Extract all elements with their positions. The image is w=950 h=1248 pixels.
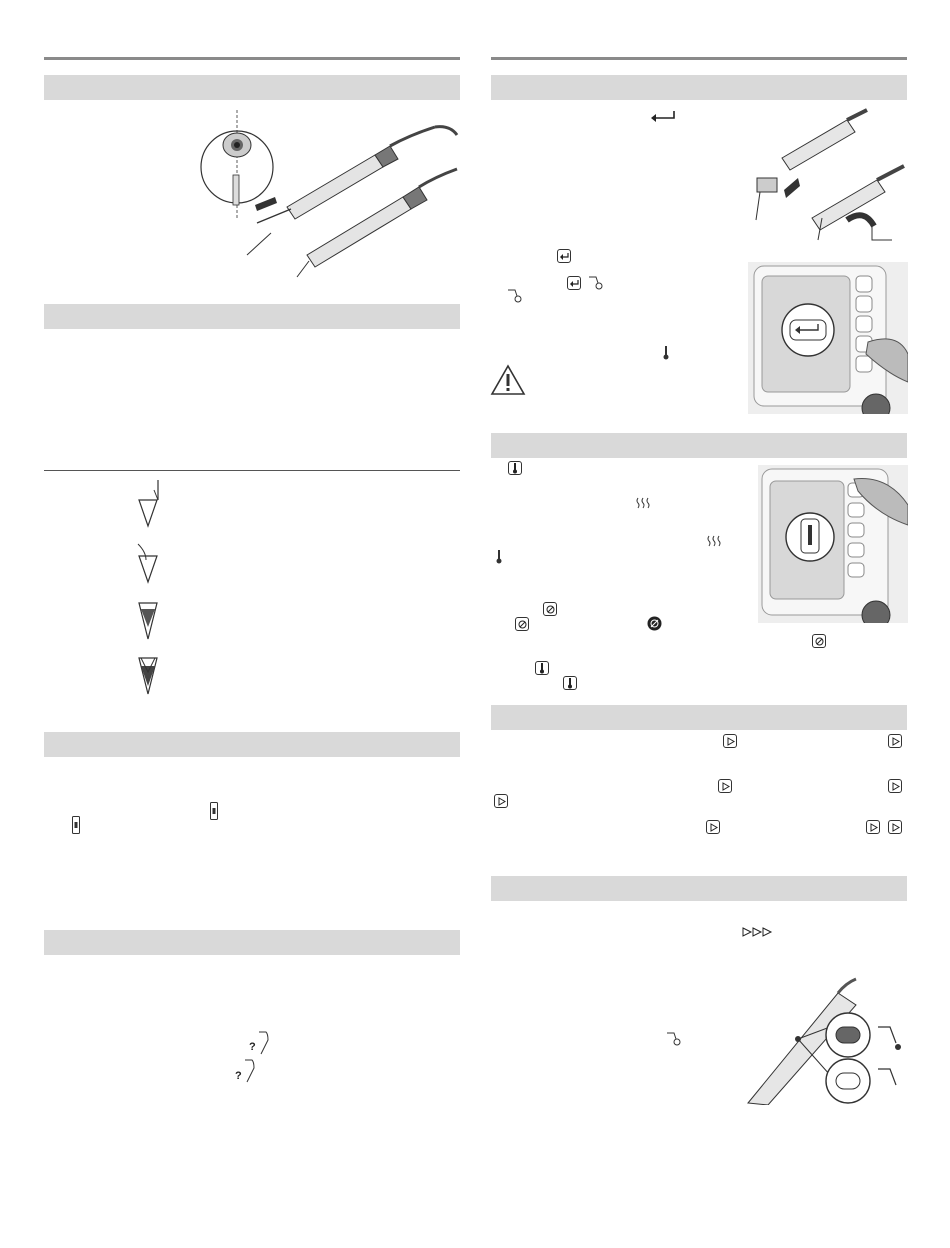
question-mark: ? — [235, 1070, 242, 1082]
stop-button-icon — [812, 634, 826, 648]
thermometer-button-icon — [535, 661, 549, 675]
triple-play-icon — [742, 927, 774, 937]
left-top-rule — [44, 57, 460, 60]
tip-wear-new-glyph — [134, 478, 164, 528]
tip-wear-table-rule — [44, 470, 460, 471]
play-button-icon — [866, 820, 880, 834]
heat-waves-icon — [636, 497, 650, 509]
play-button-icon — [888, 779, 902, 793]
tip-icon — [507, 288, 523, 304]
play-button-icon — [888, 820, 902, 834]
thermometer-icon — [496, 550, 502, 564]
section-header-program-mode — [491, 705, 907, 730]
play-button-icon — [888, 734, 902, 748]
right-top-rule — [491, 57, 907, 60]
section-header-tip-wear — [44, 304, 460, 329]
section-header-thermal-mode — [491, 433, 907, 458]
handpiece-wrench-illustration — [752, 108, 907, 248]
control-panel-thermal-illustration — [758, 465, 908, 623]
tip-icon — [666, 1031, 682, 1047]
control-panel-enter-illustration — [748, 262, 908, 414]
section-header-tip-change — [491, 75, 907, 100]
play-button-icon — [706, 820, 720, 834]
plus-minus-icon — [72, 816, 80, 834]
thermometer-button-icon — [563, 676, 577, 690]
play-button-icon — [718, 779, 732, 793]
enter-arrow-icon — [650, 110, 676, 122]
tip-outline-icon — [242, 1058, 258, 1084]
play-button-icon — [723, 734, 737, 748]
warning-triangle-icon — [490, 364, 526, 396]
question-mark: ? — [249, 1041, 256, 1053]
section-header-tip-mounting — [44, 75, 460, 100]
enter-button-icon — [557, 249, 571, 263]
stop-button-icon — [543, 602, 557, 616]
tip-icon — [588, 275, 604, 291]
handpiece-illustration — [195, 105, 465, 285]
enter-button-icon — [567, 276, 581, 290]
tip-wear-slight-glyph — [134, 540, 164, 585]
handpiece-light-indicator-illustration — [738, 975, 908, 1105]
tip-outline-icon — [256, 1030, 272, 1056]
section-header-power-adjust — [44, 732, 460, 757]
stop-filled-icon — [647, 616, 662, 631]
play-button-icon — [494, 794, 508, 808]
thermometer-icon — [663, 346, 669, 360]
tip-wear-moderate-glyph — [134, 597, 164, 642]
section-header-tip-check — [491, 876, 907, 901]
section-header-tip-selection — [44, 930, 460, 955]
tip-wear-severe-glyph — [134, 652, 164, 697]
stop-button-icon — [515, 617, 529, 631]
plus-minus-icon — [210, 802, 218, 820]
heat-waves-icon — [707, 535, 721, 547]
thermometer-button-icon — [508, 461, 522, 475]
